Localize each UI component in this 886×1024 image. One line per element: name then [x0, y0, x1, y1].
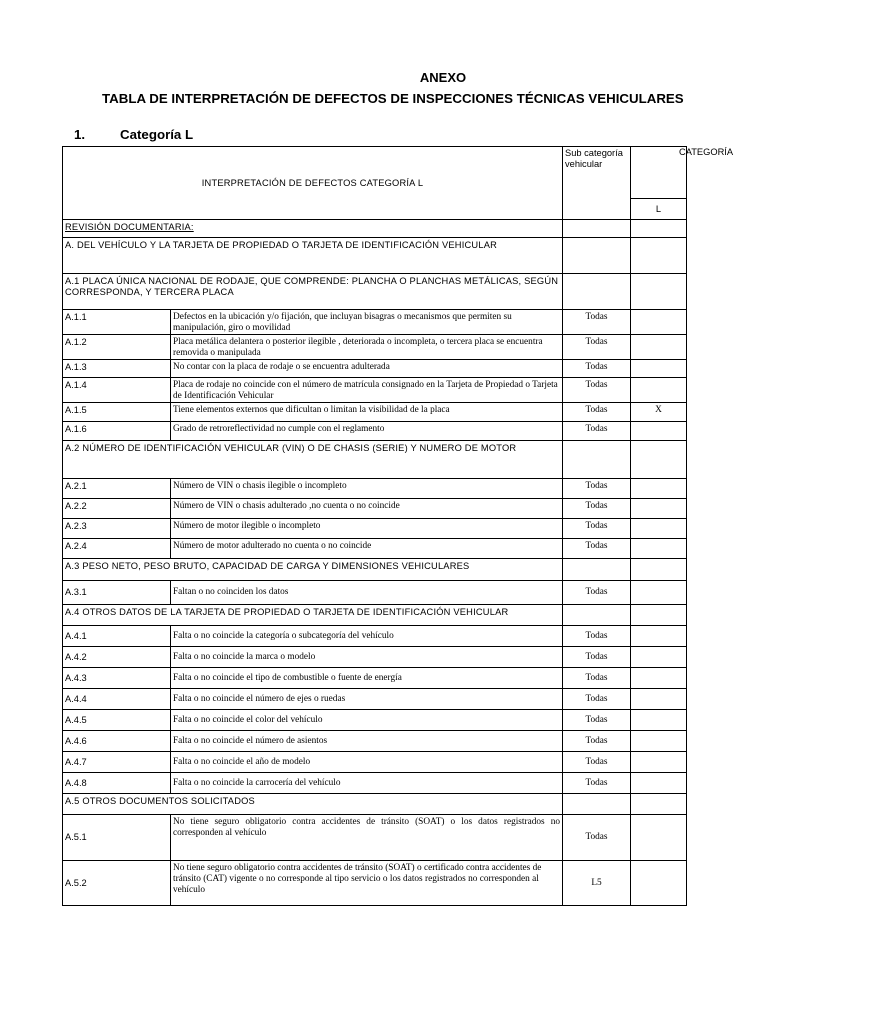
defect-subcategory: Todas	[563, 710, 631, 731]
defect-description: Placa de rodaje no coincide con el número de matrícula consignado en la Tarjeta de Propiedad o Tarjeta de Identificación Vehicular	[171, 378, 563, 403]
header-category-l: L	[631, 199, 687, 220]
defect-code: A.1.1	[63, 310, 171, 335]
defect-code: A.4.7	[63, 752, 171, 773]
defect-code: A.4.2	[63, 647, 171, 668]
table-row	[63, 710, 687, 731]
table-row	[63, 422, 687, 441]
defect-subcategory: Todas	[563, 499, 631, 519]
defect-subcategory: Todas	[563, 647, 631, 668]
defect-code: A.2.2	[63, 499, 171, 519]
defect-description: Tiene elementos externos que dificultan o limitan la visibilidad de la placa	[171, 403, 563, 422]
defect-subcategory: Todas	[563, 403, 631, 422]
header-interpretation: INTERPRETACIÓN DE DEFECTOS CATEGORÍA L	[63, 147, 563, 220]
group-row	[63, 274, 687, 310]
defect-description: Falta o no coincide el año de modelo	[171, 752, 563, 773]
table-row	[63, 773, 687, 794]
defect-code: A.1.4	[63, 378, 171, 403]
defect-code: A.3.1	[63, 581, 171, 605]
defect-subcategory: Todas	[563, 581, 631, 605]
group-a4-label: A.4 OTROS DATOS DE LA TARJETA DE PROPIEDAD O TARJETA DE IDENTIFICACIÓN VEHICULAR	[63, 605, 563, 626]
defect-code: A.4.1	[63, 626, 171, 647]
table-row	[63, 335, 687, 360]
table-row	[63, 519, 687, 539]
defect-code: A.2.4	[63, 539, 171, 559]
defect-description: No tiene seguro obligatorio contra accidentes de tránsito (SOAT) o certificado contra accidentes de tránsito (CAT) vigente o no corresponde al tipo servicio o los datos registrados no corresponden al vehículo	[171, 861, 563, 906]
table-row	[63, 479, 687, 499]
defect-description: Falta o no coincide el tipo de combustible o fuente de energía	[171, 668, 563, 689]
defect-description: Falta o no coincide el número de ejes o ruedas	[171, 689, 563, 710]
defect-mark	[631, 335, 687, 360]
defect-subcategory: Todas	[563, 773, 631, 794]
defects-table	[62, 146, 734, 906]
defect-subcategory: Todas	[563, 422, 631, 441]
table-header-row	[63, 147, 687, 199]
defect-code: A.4.4	[63, 689, 171, 710]
defect-subcategory: Todas	[563, 310, 631, 335]
header-subcategory: Sub categoría vehicular	[563, 147, 631, 220]
table-row	[63, 731, 687, 752]
defect-description: Número de motor ilegible o incompleto	[171, 519, 563, 539]
defect-description: Falta o no coincide la marca o modelo	[171, 647, 563, 668]
table-row	[63, 752, 687, 773]
defect-description: Número de VIN o chasis adulterado ,no cuenta o no coincide	[171, 499, 563, 519]
defect-subcategory: Todas	[563, 752, 631, 773]
defect-subcategory: Todas	[563, 479, 631, 499]
defect-subcategory: Todas	[563, 360, 631, 378]
defect-code: A.5.2	[63, 861, 171, 906]
table-row	[63, 861, 687, 906]
defect-description: Número de motor adulterado no cuenta o no coincide	[171, 539, 563, 559]
defect-subcategory: Todas	[563, 335, 631, 360]
group-row	[63, 605, 687, 626]
defect-mark	[631, 360, 687, 378]
group-row	[63, 559, 687, 581]
defect-mark	[631, 310, 687, 335]
table-row	[63, 378, 687, 403]
defect-subcategory: Todas	[563, 668, 631, 689]
table-row	[63, 626, 687, 647]
defect-description: Falta o no coincide la categoría o subcategoría del vehículo	[171, 626, 563, 647]
defect-code: A.1.6	[63, 422, 171, 441]
table-row	[63, 668, 687, 689]
defect-description: Falta o no coincide el color del vehículo	[171, 710, 563, 731]
table-row	[63, 581, 687, 605]
defect-description: Falta o no coincide la carrocería del vehículo	[171, 773, 563, 794]
defect-description: Número de VIN o chasis ilegible o incompleto	[171, 479, 563, 499]
revision-label: REVISIÓN DOCUMENTARIA:	[63, 220, 563, 238]
defect-subcategory: Todas	[563, 815, 631, 861]
table-row	[63, 689, 687, 710]
defect-subcategory: Todas	[563, 731, 631, 752]
group-a5-label: A.5 OTROS DOCUMENTOS SOLICITADOS	[63, 794, 563, 815]
defect-code: A.4.5	[63, 710, 171, 731]
defect-code: A.2.1	[63, 479, 171, 499]
defect-subcategory: Todas	[563, 519, 631, 539]
defect-description: Defectos en la ubicación y/o fijación, que incluyan bisagras o mecanismos que permiten su manipulación, giro o movilidad	[171, 310, 563, 335]
group-row	[63, 441, 687, 479]
group-a3-label: A.3 PESO NETO, PESO BRUTO, CAPACIDAD DE CARGA Y DIMENSIONES VEHICULARES	[63, 559, 563, 581]
defect-mark: X	[631, 403, 687, 422]
defect-description: Grado de retroreflectividad no cumple con el reglamento	[171, 422, 563, 441]
defect-mark	[631, 378, 687, 403]
defect-description: No tiene seguro obligatorio contra accidentes de tránsito (SOAT) o los datos registrados no corresponden al vehículo	[171, 815, 563, 861]
defect-subcategory: Todas	[563, 539, 631, 559]
defect-code: A.1.5	[63, 403, 171, 422]
defect-description: Faltan o no coinciden los datos	[171, 581, 563, 605]
group-row	[63, 794, 687, 815]
defect-mark	[631, 422, 687, 441]
defect-code: A.5.1	[63, 815, 171, 861]
defect-code: A.1.3	[63, 360, 171, 378]
defect-code: A.4.6	[63, 731, 171, 752]
section-title: Categoría L	[120, 127, 194, 142]
section-number: 1.	[74, 127, 86, 142]
defect-subcategory: L5	[563, 861, 631, 906]
defect-code: A.2.3	[63, 519, 171, 539]
revision-row	[63, 220, 687, 238]
defect-code: A.4.3	[63, 668, 171, 689]
defect-subcategory: Todas	[563, 626, 631, 647]
section-a-row	[63, 238, 687, 274]
defect-description: No contar con la placa de rodaje o se encuentra adulterada	[171, 360, 563, 378]
defect-subcategory: Todas	[563, 378, 631, 403]
table-row	[63, 360, 687, 378]
table-row	[63, 403, 687, 422]
table-row	[63, 815, 687, 861]
table-row	[63, 647, 687, 668]
table-row	[63, 539, 687, 559]
section-a-label: A. DEL VEHÍCULO Y LA TARJETA DE PROPIEDAD O TARJETA DE IDENTIFICACIÓN VEHICULAR	[63, 238, 563, 274]
defect-code: A.1.2	[63, 335, 171, 360]
document-title: TABLA DE INTERPRETACIÓN DE DEFECTOS DE INSPECCIONES TÉCNICAS VEHICULARES	[102, 91, 684, 106]
annex-title: ANEXO	[419, 70, 467, 85]
table-row	[63, 310, 687, 335]
defect-description: Placa metálica delantera o posterior ilegible , deteriorada o incompleta, o tercera placa se encuentra removida o manipulada	[171, 335, 563, 360]
group-a2-label: A.2 NÚMERO DE IDENTIFICACIÓN VEHICULAR (VIN) O DE CHASIS (SERIE) Y NUMERO DE MOTOR	[63, 441, 563, 479]
group-a1-label: A.1 PLACA ÚNICA NACIONAL DE RODAJE, QUE COMPRENDE: PLANCHA O PLANCHAS METÁLICAS, SEGÚN CORRESPONDA, Y TERCERA PLACA	[63, 274, 563, 310]
table-row	[63, 499, 687, 519]
defect-code: A.4.8	[63, 773, 171, 794]
defect-subcategory: Todas	[563, 689, 631, 710]
defect-description: Falta o no coincide el número de asientos	[171, 731, 563, 752]
header-category	[631, 147, 734, 199]
header-category-label: CATEGORÍA	[679, 147, 734, 157]
